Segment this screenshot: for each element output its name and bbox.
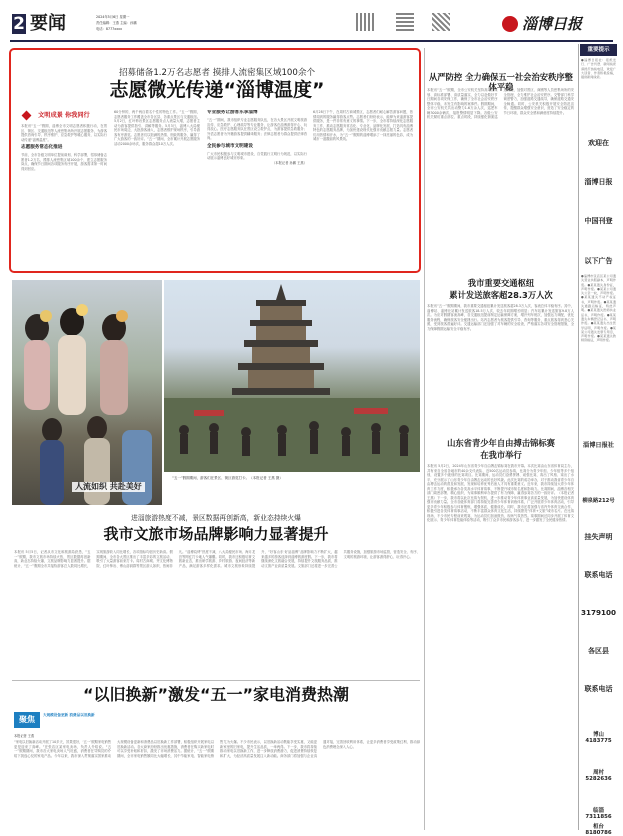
qr-code-icon bbox=[396, 13, 414, 31]
social-icons bbox=[356, 13, 506, 35]
photo-right bbox=[164, 280, 420, 472]
sidebar bbox=[578, 44, 616, 836]
sidebar-classifieds: ●淄博市张店区某公司遗失营业执照副本，声明作废。●某某遗失身份证，声明作废。●某某公司遗失公章一枚，声明作废。●某某遗失不动产权证书，声明作废。●某某遗失道路运输证，特此声明。●某某遗失医师执业证书，声明作废。●某某遗失车辆登记证书，声明作废。●某某遗失出生医学证明，声明作废。●某某公司遗失发票专用章，声明作废。●某某遗失教师资格证，声明作废。 bbox=[581, 274, 616, 343]
badge-focus-label: 聚焦 bbox=[19, 715, 35, 724]
sidebar-item-11: 博山4183775 bbox=[585, 732, 612, 744]
appliances-badge bbox=[14, 712, 100, 730]
issue-contact: 电话：8777xxxx bbox=[96, 27, 123, 31]
sidebar-header-label: 重要提示 bbox=[587, 47, 610, 53]
main-photo bbox=[12, 280, 420, 505]
qr-code-icon bbox=[356, 13, 374, 31]
volunteer-article bbox=[9, 48, 421, 273]
sidebar-item-2: 中国刊登 bbox=[584, 217, 613, 225]
masthead bbox=[0, 0, 623, 46]
sidebar-item-1: 淄博日报 bbox=[584, 178, 613, 186]
youth-body: 本报讯 5月2日，2024年山东省青少年自由搏击锦标赛在我市开幕。本次比赛由山东省体育局主办，共有来自全省各地市的40余支代表队、近500名运动员参赛，比赛分为青少年组、少年组等多个组别，设置多个级别的比赛项目。比赛期间，运动员们奋勇拼搏、顽强比赛，赛出了风格、赛出了水平，充分展示了山东青少年自由搏击运动的良好风貌。此次比赛的成功举办，对于推动我省青少年自由搏击运动的普及和发展，发现和培养优秀后备人才具有重要意义。近年来，我市持续加大青少年体育工作力度，积极承办各类高水平体育赛事，不断提升城市知名度和影响力。比赛期间，淄博各相关部门周密部署、精心组织，为赛事顺利举办提供了有力保障，赢得参赛各方的一致好评。（本报记者 王燕）下一步，我市将以此次比赛为契机，进一步推动青少年体育事业高质量发展，为加快建设体育强市贡献力量。全市各级体育部门将持续完善青少年体育训练体系，广泛开展青少年体育活动，引导更多青少年积极参与体育锻炼，增强体质，健康成长。同时，我市还将加强与省内外体育交流合作，积极引进各类体育赛事活动，不断丰富群众体育文化生活，持续擦亮“体育+文旅”城市名片。在比赛现场，不少市民专程前来观赛，为运动员们加油鼓劲，现场气氛热烈。赛事期间还同步开展了体育文化展示、青少年体育技能体验等活动，吸引了众多市民和游客参与，进一步激发了全民健身热情。 bbox=[427, 464, 574, 522]
security-headline: 从严防控 全力确保五一社会治安秩序整体平稳 bbox=[429, 72, 573, 92]
sidebar-item-3: 以下广告 bbox=[584, 257, 613, 265]
sidebar-item-10: 联系电话 bbox=[584, 685, 613, 693]
appliances-body: “家电以旧换新活动开展了10多天，效果很好，‘五一’假期家电销售更是迎来了高峰。”在张店区某家电卖场，负责人介绍说。“五一”假期期间，我市各大家电卖场人气旺盛，消费者在导购员的介绍下挑选心仪的家电产品。今年以来，我市深入贯彻落实国家推动大规模设备更新和消费品以旧换新工作部署，积极组织开展家电以旧换新活动。各大商家纷纷推出优惠措施，消费者在购买新家电时可以享受补贴和折扣，激发了市场消费活力。据统计，“五一”假期期间，全市家电销售额同比大幅增长，其中节能家电、智能家电销售尤为火爆。不少市民表示，以旧换新活动既能享受实惠，又能更新家里的旧家电，提升生活品质，一举两得。下一步，我市将持续推动家电以旧换新工作，进一步释放消费潜力，促进消费持续恢复和扩大，为经济高质量发展注入新动能。商务部门将加强与企业沟通对接，完善回收利用体系，让更多消费者享受政策红利，推动绿色消费理念深入人心。 bbox=[14, 740, 420, 758]
pagoda-illustration bbox=[164, 280, 420, 472]
sidebar-item-12: 周村5282636 bbox=[585, 770, 612, 782]
sidebar-item-5: 柳泉路212号 bbox=[582, 498, 615, 504]
sidebar-item-13: 临淄7311856 bbox=[585, 808, 612, 820]
sidebar-header bbox=[580, 44, 617, 56]
security-body: 本报讯“五一”假期，全市公安机关坚持高站位谋划、高标准部署、高质量落实，全力以赴做好节日期间各项安保工作，确保了全市社会治安秩序整体平稳，未发生有影响的案事件。假期期间，全市公安机关共出动警力1.6万余人次，巡逻车辆3000余辆次，接报警情明显下降。各级公安机关紧盯重点部位、重点时段，持续强化街面巡逻防控，加强对景区、商圈等人员密集场所的安全管理，全力维护社会治安秩序。交警部门科学调度警力，加强道路交通疏导，确保道路交通安全畅通。同时，公安机关积极开展安全防范宣传，提醒群众增强安全意识，营造了安全稳定的节日环境，群众安全感和满意度持续提升。 bbox=[427, 88, 574, 119]
volunteer-note: （本报记者 孙鹏 王燕） bbox=[271, 160, 307, 165]
volunteer-kicker: 招募储备1.2万名志愿者 摸排人流密集区域100余个 bbox=[118, 68, 316, 78]
qr-code-icon bbox=[432, 13, 450, 31]
volunteer-subhead-1: 志愿服务常态化推进 bbox=[21, 145, 63, 150]
section-divider bbox=[12, 680, 420, 681]
logo-text: 淄博日报 bbox=[522, 15, 583, 33]
culture-body: 本报讯 5月5日，记者从市文化和旅游局获悉，“五一”假期，我市文旅市场持续火热，景区数据再创新高，新业态持续火爆，文旅品牌影响力显著提升。据统计，“五一”假期全市共接待游客总人数同比增长，实现旅游收入同比增长，各项指标均创历史新高。假期期间，全市各大景区推出了丰富多彩的文旅活动，吸引了大量游客前来打卡。周村古商城、齐文化博物院、红叶柿岩、博山溶洞群等景区游人如织，热闹非凡。“淄博烧烤”热度不减，八大局便民市场、海月龙宫等网红打卡地人气爆棚。同时，我市还积极培育文旅新业态，推出研学旅游、乡村旅游、夜间经济等新产品，满足游客多样化需求。城市文旅形象持续提升，“好客山东·好品淄博”品牌影响力不断扩大，越来越多的游客选择到淄博旅游度假。下一步，我市将继续深化文旅融合发展，持续提升文旅服务品质，推动文旅产业高质量发展。文旅部门还将进一步完善公共服务设施，加强旅游市场监管，营造安全、有序、文明的旅游环境，让游客游得舒心、玩得开心。 bbox=[14, 550, 420, 568]
photo-left bbox=[12, 280, 162, 505]
volunteer-badge bbox=[21, 110, 109, 122]
issue-date: 2024年5月6日 星期一 bbox=[96, 15, 130, 19]
sidebar-item-8: 3179100 bbox=[580, 608, 616, 617]
photo-caption: “五一”假期期间，游客们在景区、街区游览打卡。（本报记者 王燕 摄） bbox=[172, 476, 283, 480]
issue-editor: 责任编辑：王燕 主编：孙鹏 bbox=[96, 21, 137, 25]
volunteer-subhead-2: 专业服务让游客乐享淄博 bbox=[207, 110, 258, 115]
culture-kicker: 进淄旅游热度不减，景区数据再创新高，新业态持续火爆 bbox=[131, 514, 301, 522]
volunteer-body-col1: 本报讯“五一”假期，淄博全市文明志愿者积极行动，在景区、街区、交通枢纽等人流密集场所开展志愿服务，为游客提供咨询引导、秩序维护、应急救护等暖心服务，以实际行动传递“淄博温度”。 志愿服务常态化推进 节前，全市各级文明单位提前谋划、科学部署，招募储备志愿者1.2万名，摸排人流密集区域100余个，建立志愿服务岗点，确保节日期间各项服务有序开展，游客需求第一时间得到回应。 bbox=[21, 124, 107, 171]
sidebar-item-6: 挂失声明 bbox=[584, 533, 613, 541]
section-title: 要闻 bbox=[30, 13, 66, 34]
badge-heart-icon bbox=[22, 111, 32, 121]
page-number: 2 bbox=[13, 14, 25, 34]
appliances-byline: 本报记者 王燕 bbox=[14, 734, 35, 738]
transport-headline: 我市重要交通枢纽 bbox=[467, 278, 535, 288]
culture-headline: 我市文旅市场品牌影响力显著提升 bbox=[103, 525, 329, 543]
transport-body: 本报讯“五一”假期期间，我市重要交通枢纽累计发送旅客超28.3万人次，客流总体平稳有序。其中，淄博站、淄博北站累计发送旅客18.5万人次，较去年同期增长明显；汽车站累计发送旅客9.8万人次。为应对假期客流高峰，各交通枢纽提前制定运输保障方案，增开列车班次，加强运力调配，优化服务流程，确保旅客安全便捷出行。站内志愿者为旅客提供引导、咨询等服务，重点旅客得到悉心关照，受到旅客普遍好评。交通运输部门还加强了对车辆的安全检查，严格落实各项安全管理措施，全力保障假期运输安全平稳有序。 bbox=[427, 304, 574, 331]
volunteer-subhead-3: 全民参与城市文明建设 bbox=[207, 143, 253, 149]
sidebar-item-15: 桓台8180786 bbox=[585, 824, 612, 836]
sidebar-notice-text: ●淄博日报社：报纸发行、广告刊登、新闻线索请拨打热线电话，欢迎广大读者、作者积极投稿，提供新闻线索。 bbox=[581, 58, 616, 80]
youth-subheadline: 在我市举行 bbox=[480, 450, 522, 460]
transport-subheadline: 累计发送旅客超28.3万人次 bbox=[449, 290, 553, 300]
logo-mark-icon bbox=[502, 16, 518, 32]
volunteer-headline: 志愿微光传递“淄博温度” bbox=[109, 79, 325, 101]
masthead-rule bbox=[10, 40, 613, 42]
volunteer-body-col3: 专业服务让游客乐享淄博 “五一”期间，我市组织专业志愿服务队伍，在各大景区开展文明旅游宣传、应急救护、心理疏导等专业服务，让游客在淄博游得开心、玩得放心。医疗志愿服务队在景区设立救护点，为游客提供急救服务；外语志愿者为外籍游客提供翻译服务；法律志愿者为群众提供法律咨询。 全民参与城市文明建设 广大市民积极参与文明城市建设，自觉践行文明行为规范，以实际行动展示淄博良好城市形象。 （本报记者 孙鹏 王燕） bbox=[207, 110, 307, 165]
newspaper-logo bbox=[502, 14, 612, 36]
sidebar-item-4: 淄博日报社 bbox=[583, 442, 614, 449]
people-illustration bbox=[12, 280, 162, 505]
youth-headline: 山东省青少年自由搏击锦标赛 bbox=[447, 438, 555, 448]
volunteer-body-col4: 6月28日下午，在周村古商城景区，志愿者们耐心解答游客问题，热情周到的服务赢得游客点赞。志愿者们纷纷表示，能够为来淄游客提供服务，是一件非常有意义的事情。下一步，全市将持续深化志愿服务工作，推动志愿服务常态化、专业化、品牌化发展，打造具有淄博特色的志愿服务品牌，为加快建设现代化强市贡献志愿力量。志愿者们用热情和汗水，为“五一”假期的淄博增添了一抹亮丽的色彩，成为城市一道靓丽的风景线。 bbox=[313, 110, 413, 141]
sidebar-item-7: 联系电话 bbox=[584, 571, 613, 579]
sidebar-item-9: 各区县 bbox=[588, 647, 609, 655]
volunteer-body-col2: 60分钟的，两千两百着名个性的特色工作。“五一”假期，志愿者服务工作覆盖全市各区县、各重点景区与交通枢纽。5月2日，红叶柿岩景区志愿服务点人流量大增，志愿者主动为游客提供指引、讲解等服务。5月3日，淄博八大局便民市场周边，大批游客涌入，志愿者维护现场秩序，引导游客有序游览。志愿者们以饱满的热情、细致的服务，赢得了广大游客的一致好评。“五一”期间，全市累计开展志愿服务活动2000余场次，服务群众超10万人次。 bbox=[114, 110, 200, 146]
photo-caption-title: 人流如织 共赴美好 bbox=[72, 482, 145, 492]
page-number-badge bbox=[12, 14, 26, 34]
badge-subtitle: 大规模设备更新 消费品以旧换新 bbox=[43, 713, 95, 717]
culture-kicker-row bbox=[12, 512, 420, 524]
badge-focus bbox=[14, 712, 40, 728]
column-rule bbox=[424, 48, 425, 830]
badge-label: 文明成景 你我同行 bbox=[38, 112, 90, 119]
sidebar-item-0: 欢迎在 bbox=[588, 139, 609, 147]
appliances-headline: “以旧换新”激发“五一”家电消费热潮 bbox=[82, 685, 350, 704]
